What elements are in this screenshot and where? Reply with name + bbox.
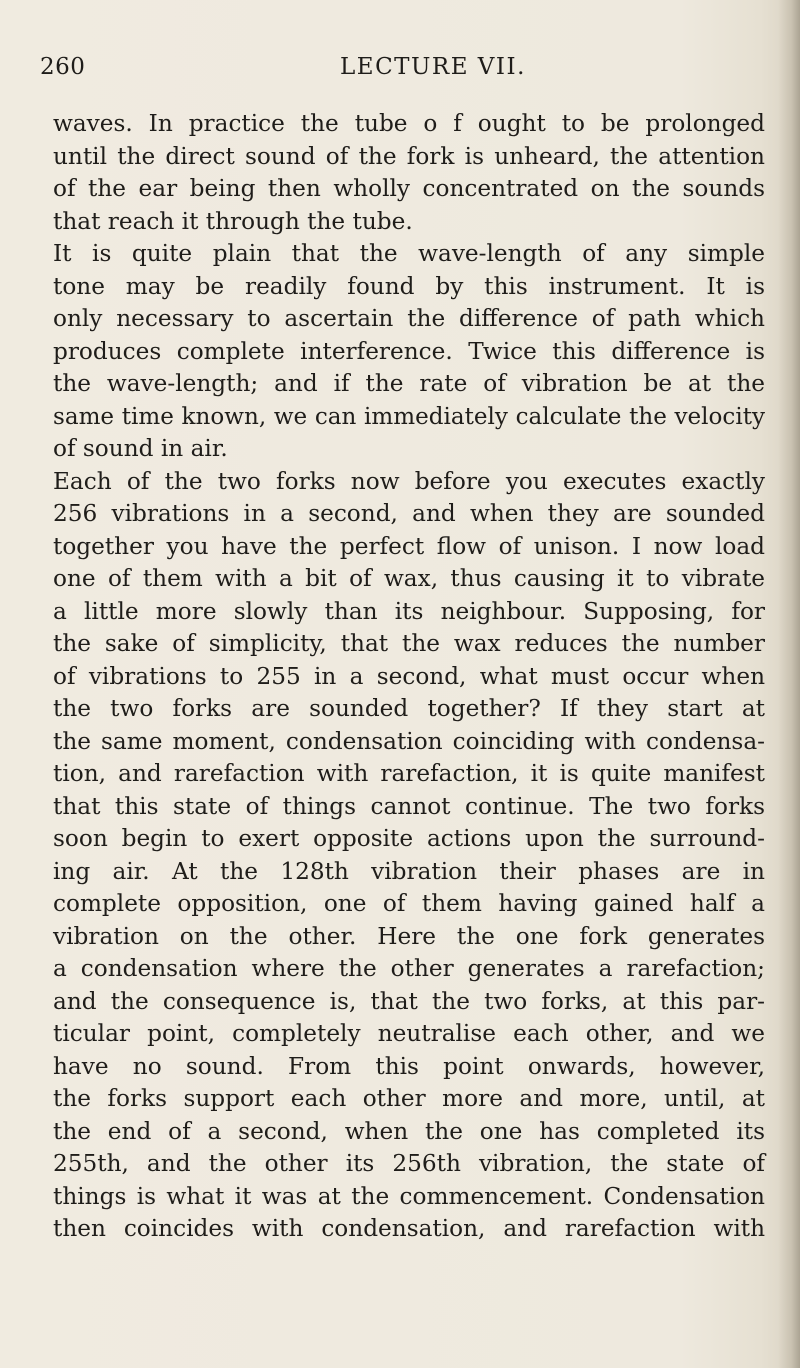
text-line: Each of the two forks now before you executes exactly [53, 467, 765, 495]
text-line: ing air. At the 128th vibration their phases are in [53, 857, 765, 885]
text-line: of the ear being then wholly concentrated on the sounds [53, 175, 765, 202]
text-line: the wave-length; and if the rate of vibration be at the [53, 370, 765, 397]
text-line: of sound in air. [53, 435, 228, 462]
text-line: until the direct sound of the fork is unheard, the attention [53, 142, 765, 170]
text-line: then coincides with condensation, and rarefaction with [53, 1215, 765, 1242]
text-line: one of them with a bit of wax, thus causing it to vibrate [53, 565, 765, 592]
text-line: 256 vibrations in a second, and when they are sounded [53, 500, 765, 527]
text-line: things is what it was at the commencement. Condensation [53, 1182, 765, 1210]
text-line: together you have the perfect flow of unison. I now load [53, 532, 765, 560]
text-line: tone may be readily found by this instrument. It is [53, 272, 765, 300]
text-line: have no sound. From this point onwards, however, [53, 1052, 765, 1080]
text-line: that this state of things cannot continue. The two forks [53, 792, 765, 820]
text-line: of vibrations to 255 in a second, what must occur when [53, 662, 765, 690]
text-line: vibration on the other. Here the one fork generates [53, 922, 765, 950]
text-line: soon begin to exert opposite actions upon the surround- [53, 825, 765, 852]
text-line: the end of a second, when the one has completed its [53, 1117, 765, 1145]
text-line: It is quite plain that the wave-length of any simple [53, 240, 765, 267]
text-line: a condensation where the other generates a rarefaction; [53, 955, 765, 982]
text-line: waves. In practice the tube o f ought to be prolonged [53, 110, 765, 137]
text-line: tion, and rarefaction with rarefaction, it is quite manifest [53, 760, 765, 787]
page-number: 260 [40, 54, 86, 80]
text-line: the two forks are sounded together? If they start at [53, 695, 765, 722]
text-line: a little more slowly than its neighbour. Supposing, for [53, 597, 765, 625]
text-line: same time known, we can immediately calculate the velocity [53, 403, 765, 430]
text-line: complete opposition, one of them having gained half a [53, 890, 765, 917]
body-text [53, 108, 765, 1246]
text-line: that reach it through the tube. [53, 207, 413, 235]
text-line: the sake of simplicity, that the wax reduces the number [53, 630, 765, 657]
page-edge-shadow [778, 0, 800, 1368]
text-line: the same moment, condensation coinciding with condensa- [53, 727, 765, 755]
text-line: only necessary to ascertain the difference of path which [53, 305, 765, 332]
page-header [0, 48, 800, 88]
text-line: and the consequence is, that the two forks, at this par- [53, 987, 765, 1015]
text-line: the forks support each other more and more, until, at [53, 1085, 765, 1112]
text-line: produces complete interference. Twice this difference is [53, 337, 765, 365]
text-line: ticular point, completely neutralise each other, and we [53, 1020, 765, 1047]
running-head: LECTURE VII. [340, 54, 526, 80]
text-line: 255th, and the other its 256th vibration, the state of [53, 1150, 765, 1177]
